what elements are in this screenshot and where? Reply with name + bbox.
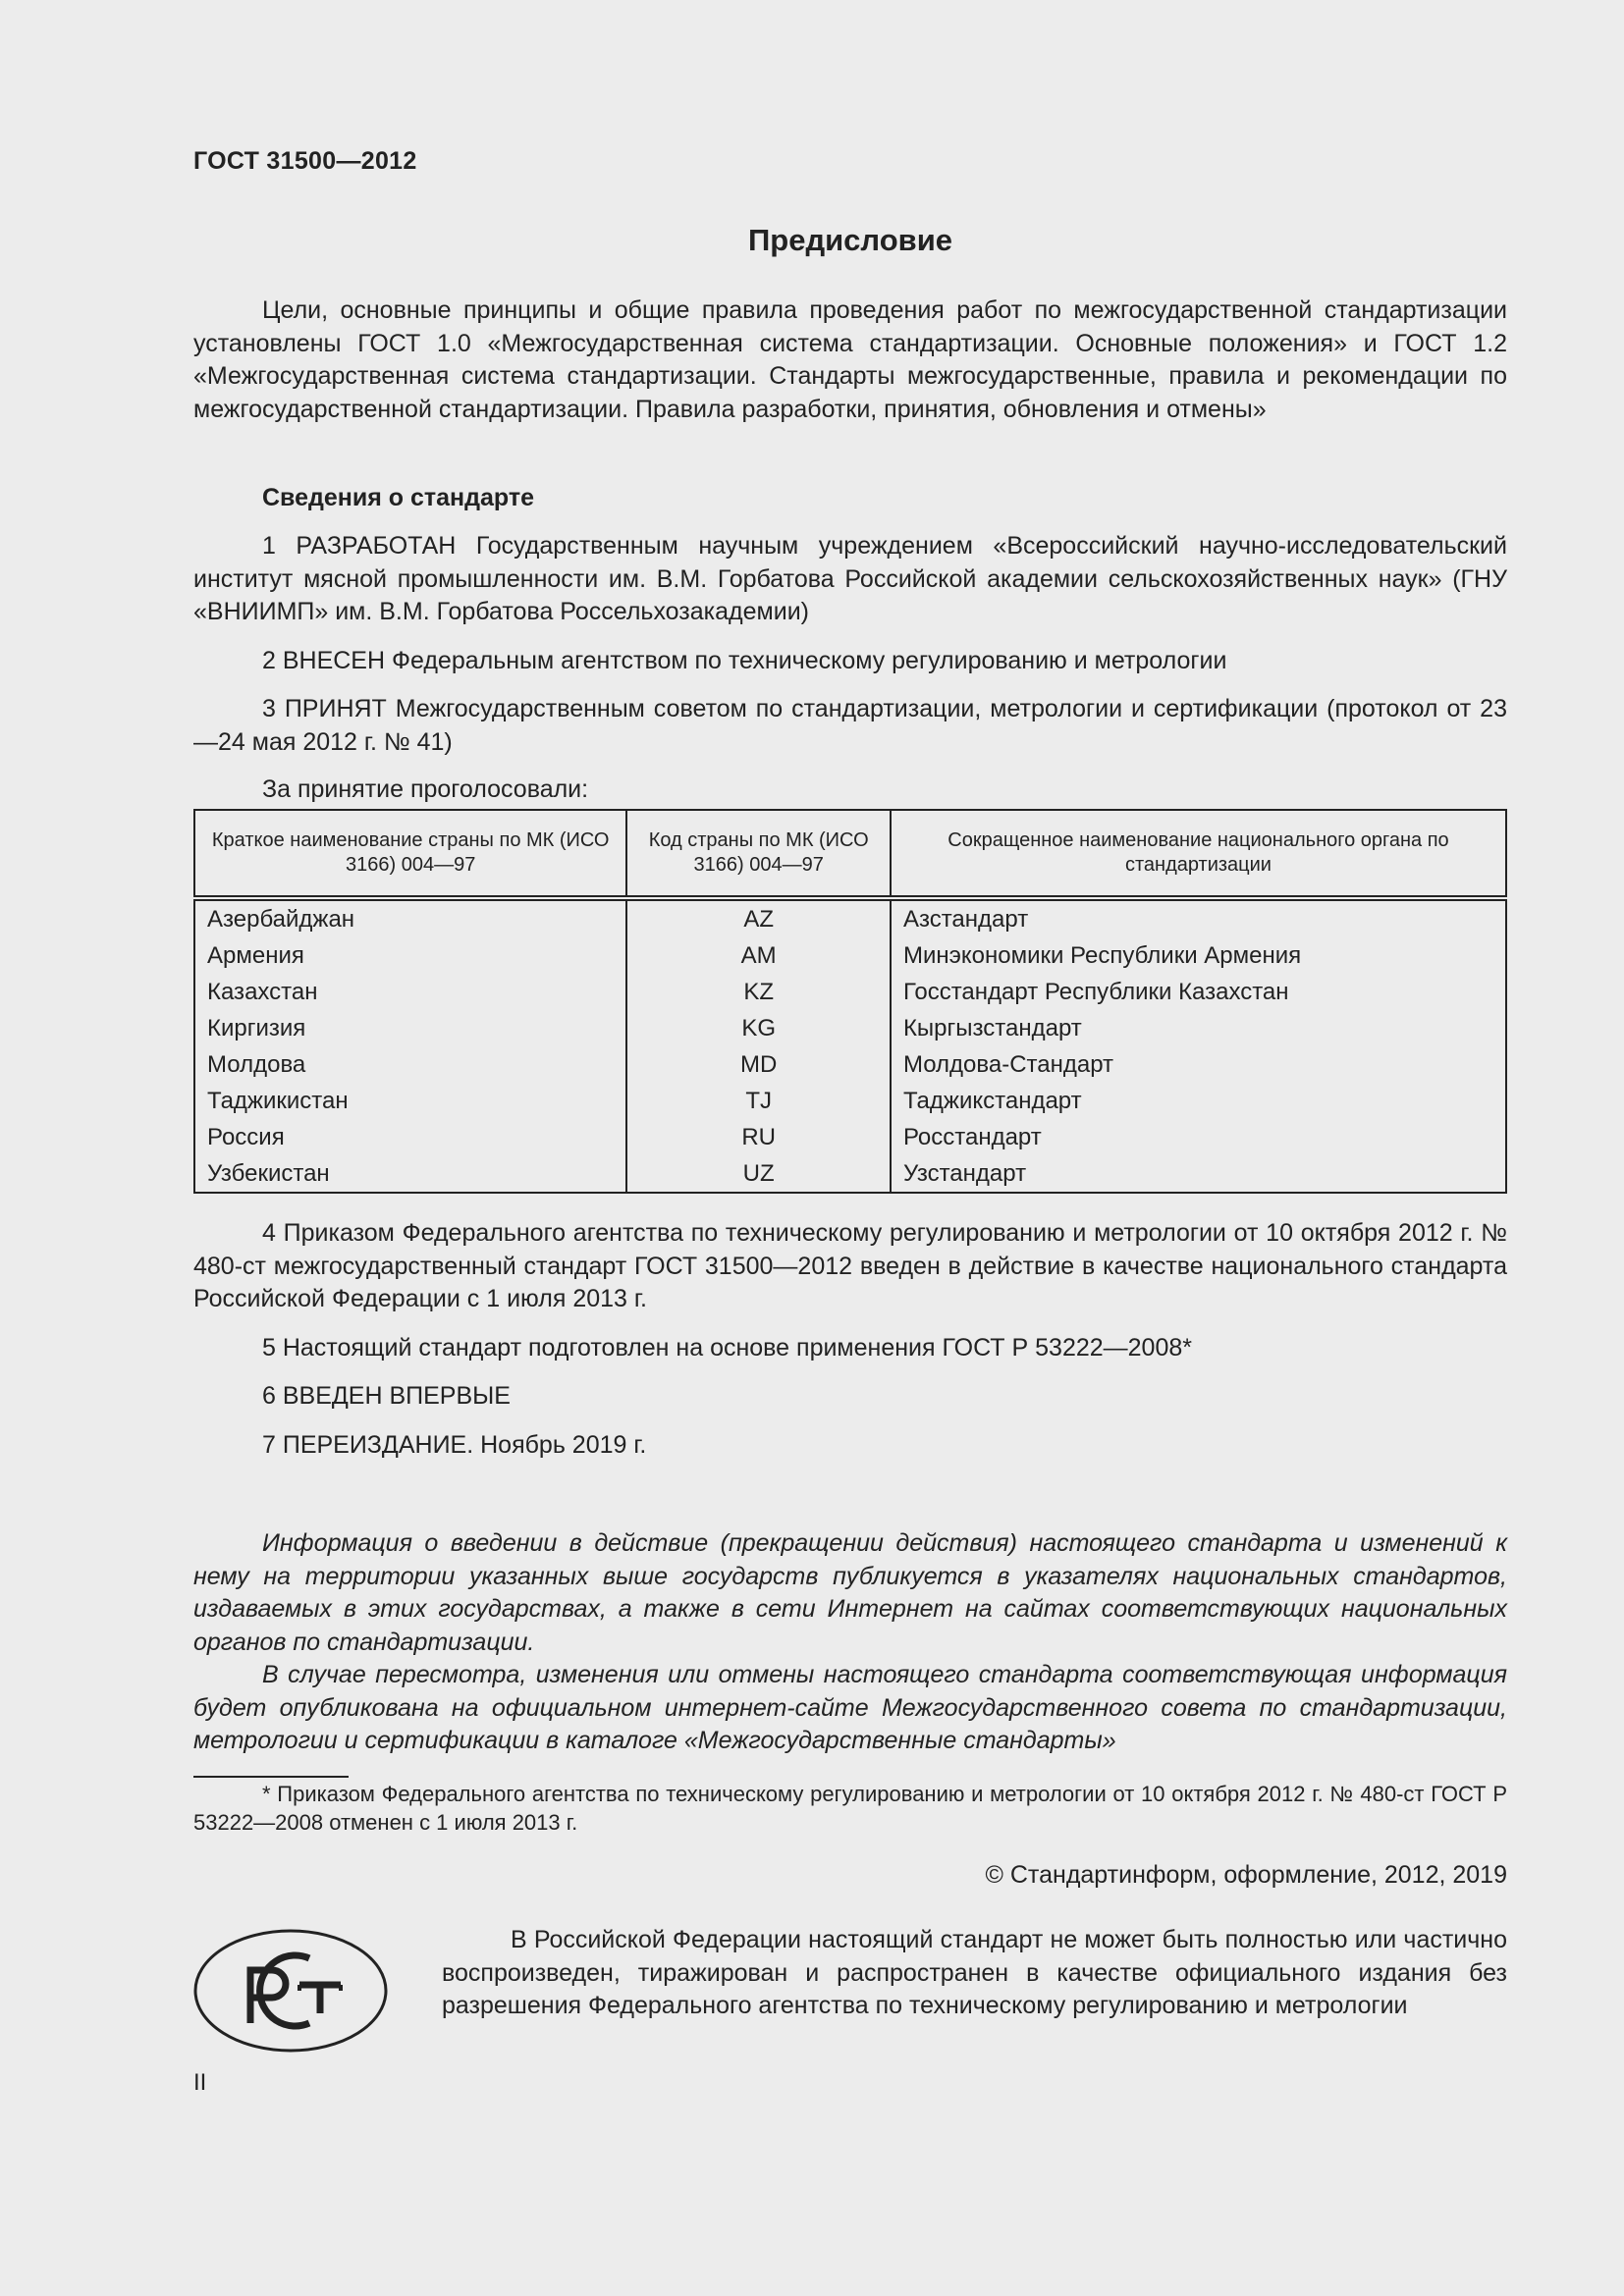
page-number: II (193, 2069, 207, 2096)
agency-cell: Минэкономики Республики Армения (891, 937, 1506, 974)
section-title: Сведения о стандарте (262, 484, 535, 511)
code-cell: UZ (626, 1155, 891, 1193)
table-header-row (194, 810, 1506, 898)
country-cell: Россия (194, 1119, 626, 1155)
item-4: 4 Приказом Федерального агентства по техническому регулированию и метрологии от 10 октября 2012 г. № 480-ст межгосударственный стандарт ГОСТ 31500—2012 введен в действие в качестве национального стандарта Российской Федерации с 1 июля 2013 г. (193, 1219, 1507, 1312)
agency-cell: Азстандарт (891, 898, 1506, 937)
agency-cell: Таджикстандарт (891, 1083, 1506, 1119)
agency-cell: Узстандарт (891, 1155, 1506, 1193)
country-cell: Киргизия (194, 1010, 626, 1046)
document-id-header: ГОСТ 31500—2012 (193, 147, 417, 175)
page-title: Предисловие (747, 223, 952, 257)
agency-cell: Росстандарт (891, 1119, 1506, 1155)
info-paragraph-1: Информация о введении в действие (прекращении действия) настоящего стандарта и изменений к нему на территории указанных выше государств публикуется в указателях национальных стандартов, издаваемых в этих государствах, а также в сети Интернет на сайтах соответствующих национальных органов по стандартизации. (193, 1529, 1507, 1656)
voting-countries-table (193, 809, 1507, 1194)
header-agency: Сокращенное наименование национального органа по стандартизации (891, 810, 1506, 898)
item-3: 3 ПРИНЯТ Межгосударственным советом по стандартизации, метрологии и сертификации (протокол от 23—24 мая 2012 г. № 41) (193, 695, 1507, 756)
table-row (194, 974, 1506, 1010)
code-cell: RU (626, 1119, 891, 1155)
country-cell: Узбекистан (194, 1155, 626, 1193)
table-row (194, 898, 1506, 937)
code-cell: TJ (626, 1083, 891, 1119)
table-row (194, 1046, 1506, 1083)
info-paragraph-2: В случае пересмотра, изменения или отмены настоящего стандарта соответствующая информация будет опубликована на официальном интернет-сайте Межгосударственного совета по стандартизации, метрологии и сертификации в каталоге «Межгосударственные стандарты» (193, 1661, 1507, 1754)
code-cell: KG (626, 1010, 891, 1046)
copyright: © Стандартинформ, оформление, 2012, 2019 (985, 1861, 1507, 1889)
country-cell: Таджикистан (194, 1083, 626, 1119)
rst-logo-icon (193, 1929, 388, 2053)
country-cell: Казахстан (194, 974, 626, 1010)
intro-paragraph: Цели, основные принципы и общие правила проведения работ по межгосударственной стандартизации установлены ГОСТ 1.0 «Межгосударственная система стандартизации. Основные положения» и ГОСТ 1.2 «Межгосударственная система стандартизации. Стандарты межгосударственные, правила и рекомендации по межгосударственной стандартизации. Правила разработки, принятия, обновления и отмены» (193, 296, 1507, 423)
item-7: 7 ПЕРЕИЗДАНИЕ. Ноябрь 2019 г. (262, 1431, 647, 1459)
agency-cell: Молдова-Стандарт (891, 1046, 1506, 1083)
table-row (194, 1119, 1506, 1155)
header-country: Краткое наименование страны по МК (ИСО 3166) 004—97 (194, 810, 626, 898)
country-cell: Азербайджан (194, 898, 626, 937)
code-cell: MD (626, 1046, 891, 1083)
country-cell: Армения (194, 937, 626, 974)
table-row (194, 1010, 1506, 1046)
table-row (194, 937, 1506, 974)
table-row (194, 1083, 1506, 1119)
country-cell: Молдова (194, 1046, 626, 1083)
reproduction-notice: В Российской Федерации настоящий стандарт не может быть полностью или частично воспроизведен, тиражирован и распространен в качестве официального издания без разрешения Федерального агентства по техническому регулированию и метрологии (442, 1926, 1507, 2019)
code-cell: AM (626, 937, 891, 974)
voted-label: За принятие проголосовали: (262, 775, 589, 803)
code-cell: KZ (626, 974, 891, 1010)
header-code: Код страны по МК (ИСО 3166) 004—97 (626, 810, 891, 898)
item-5: 5 Настоящий стандарт подготовлен на основе применения ГОСТ Р 53222—2008* (262, 1334, 1192, 1362)
agency-cell: Госстандарт Республики Казахстан (891, 974, 1506, 1010)
footnote-divider (193, 1776, 349, 1778)
table-row (194, 1155, 1506, 1193)
code-cell: AZ (626, 898, 891, 937)
item-1: 1 РАЗРАБОТАН Государственным научным учреждением «Всероссийский научно-исследовательский институт мясной промышленности им. В.М. Горбатова Российской академии сельскохозяйственных наук» (ГНУ «ВНИИМП» им. В.М. Горбатова Россельхозакадемии) (193, 532, 1507, 625)
footnote: * Приказом Федерального агентства по техническому регулированию и метрологии от 10 октября 2012 г. № 480-ст ГОСТ Р 53222—2008 отменен с 1 июля 2013 г. (193, 1782, 1507, 1835)
item-2: 2 ВНЕСЕН Федеральным агентством по техническому регулированию и метрологии (262, 647, 1227, 674)
item-6: 6 ВВЕДЕН ВПЕРВЫЕ (262, 1382, 511, 1410)
agency-cell: Кыргызстандарт (891, 1010, 1506, 1046)
